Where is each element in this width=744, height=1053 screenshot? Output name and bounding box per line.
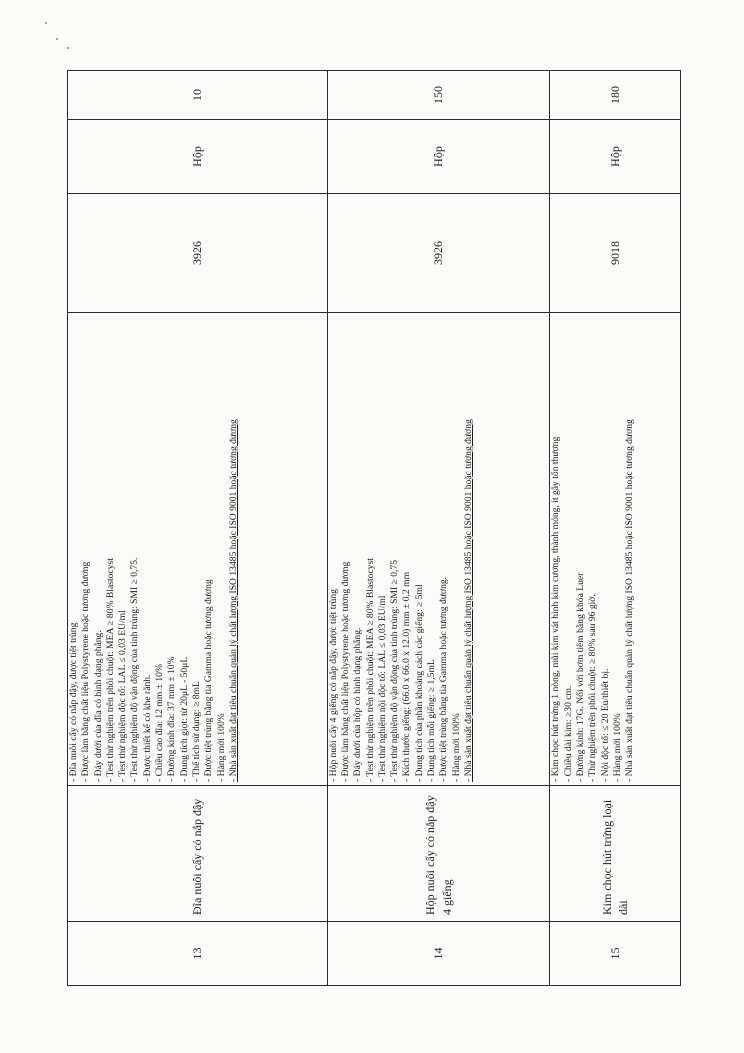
spec-line: - Được thiết kế có khe rãnh. xyxy=(141,674,153,782)
unit: Hộp xyxy=(68,120,328,194)
spec-line: - Được làm bằng chất liệu Polystyrene hoặc tương đương xyxy=(339,561,351,782)
unit: Hộp xyxy=(327,120,550,194)
table-row xyxy=(68,71,328,986)
row-number: 14 xyxy=(327,922,550,986)
quantity: 150 xyxy=(327,71,550,120)
spec-line: - Đáy dưới của đĩa có hình dạng phẳng. xyxy=(92,630,104,782)
spec-line: - Kích thước giếng: (66.0 x 66.0 x 12.0) mm ± 0.2 mm xyxy=(401,571,413,782)
rotated-page xyxy=(67,70,681,986)
spec-line: - Hộp nuôi cấy 4 giếng có nắp đậy, được tiệt trùng xyxy=(327,589,339,782)
quantity: 10 xyxy=(68,71,328,120)
scan-speck xyxy=(67,47,69,49)
spec-line: - Test thử nghiệm độ vận động của tinh trùng: SMI ≥ 0,75 xyxy=(389,560,401,782)
product-spec xyxy=(68,313,328,786)
hs-code: 3926 xyxy=(327,194,550,313)
spec-line: - Thể tích sử dụng: ≥ 8mL xyxy=(190,681,202,782)
spec-line: - Đường kính đĩa: 37 mm ± 10% xyxy=(166,656,178,782)
scan-speck xyxy=(45,22,47,24)
product-name: Đĩa nuôi cấy có nắp đậy xyxy=(68,786,328,922)
spec-line: - Chiều cao đĩa: 12 mm ± 10% xyxy=(154,664,166,782)
spec-line: - Thử nghiệm trên phôi chuột: ≥ 80% sau 96 giờ. xyxy=(587,594,599,782)
spec-line: - Hàng mới 100% xyxy=(611,713,623,782)
spec-line: - Đường kính: 17G. Nối với bơm tiêm bằng khóa Luer xyxy=(575,572,586,782)
spec-line: - Test thử nghiệm nội độc tố: LAL ≤ 0,03 EU/ml xyxy=(376,595,388,782)
spec-line: - Hàng mới 100% xyxy=(450,713,462,782)
spec-line: - Dung tích giọt: từ 20μL - 50μL xyxy=(178,656,190,782)
spec-line: - Chiều dài kim: ≥30 cm. xyxy=(562,685,574,782)
scan-speck xyxy=(56,38,58,40)
product-table xyxy=(67,70,681,986)
hs-code: 9018 xyxy=(550,194,681,313)
spec-line: - Test thử nghiệm trên phôi chuột: MEA ≥ 80% Blastocyst xyxy=(104,558,116,782)
quantity: 180 xyxy=(550,71,681,120)
spec-line: - Test thử nghiệm độ vận động của tinh trùng: SMI ≥ 0,75. xyxy=(129,557,141,782)
spec-line: - Đáy dưới của hộp có hình dạng phẳng. xyxy=(352,627,364,782)
row-number: 13 xyxy=(68,922,328,986)
product-spec xyxy=(327,313,550,786)
product-spec xyxy=(550,313,681,786)
table-row xyxy=(327,71,550,986)
spec-line: - Nhà sản xuất đạt tiêu chuẩn quản lý chất lượng ISO 13485 hoặc ISO 9001 hoặc tương đương xyxy=(624,419,636,782)
spec-line: - Kim chọc hút trứng 1 nòng, mũi kim vát hình kim cương, thành mỏng, ít gây tổn thương xyxy=(550,436,562,782)
spec-line: - Nội độc tố: ≤ 20 Eu/thiết bị. xyxy=(599,668,611,782)
spec-line: - Được tiệt trùng bằng tia Gamma hoặc tương đương xyxy=(203,579,215,782)
spec-line: - Dung tích mỗi giếng: ≥ 1,5mL xyxy=(426,659,438,782)
spec-line: - Được làm bằng chất liệu Polystyrene hoặc tương đương xyxy=(80,561,92,782)
spec-line: - Được tiệt trùng bằng tia Gamma hoặc tương đương. xyxy=(438,576,450,782)
spec-line: - Hàng mới 100% xyxy=(215,713,227,782)
unit: Hộp xyxy=(550,120,681,194)
spec-line: - Test thử nghiệm độc tố: LAL ≤ 0,03 EU/ml xyxy=(117,610,129,782)
row-number: 15 xyxy=(550,922,681,986)
spec-line: - Nhà sản xuất đạt tiêu chuẩn quản lý chất lượng ISO 13485 hoặc ISO 9001 hoặc tương đương xyxy=(462,419,474,782)
table-row xyxy=(550,71,681,986)
spec-line: - Nhà sản xuất đạt tiêu chuẩn quản lý chất lượng ISO 13485 hoặc ISO 9001 hoặc tương đương xyxy=(227,419,239,782)
spec-line: - Đĩa nuôi cấy có nắp đậy, được tiệt trùng xyxy=(68,622,79,782)
spec-line: - Test thử nghiệm trên phôi chuột: MEA ≥ 80% Blastocyst xyxy=(364,558,376,782)
hs-code: 3926 xyxy=(68,194,328,313)
spec-line: - Dung tích của phần khoảng cách các giếng: ≥ 5ml xyxy=(413,584,425,782)
product-name: Kim chọc hút trứng loại dài xyxy=(550,786,681,922)
product-name: Hộp nuôi cấy có nắp đậy 4 giếng xyxy=(327,786,550,922)
